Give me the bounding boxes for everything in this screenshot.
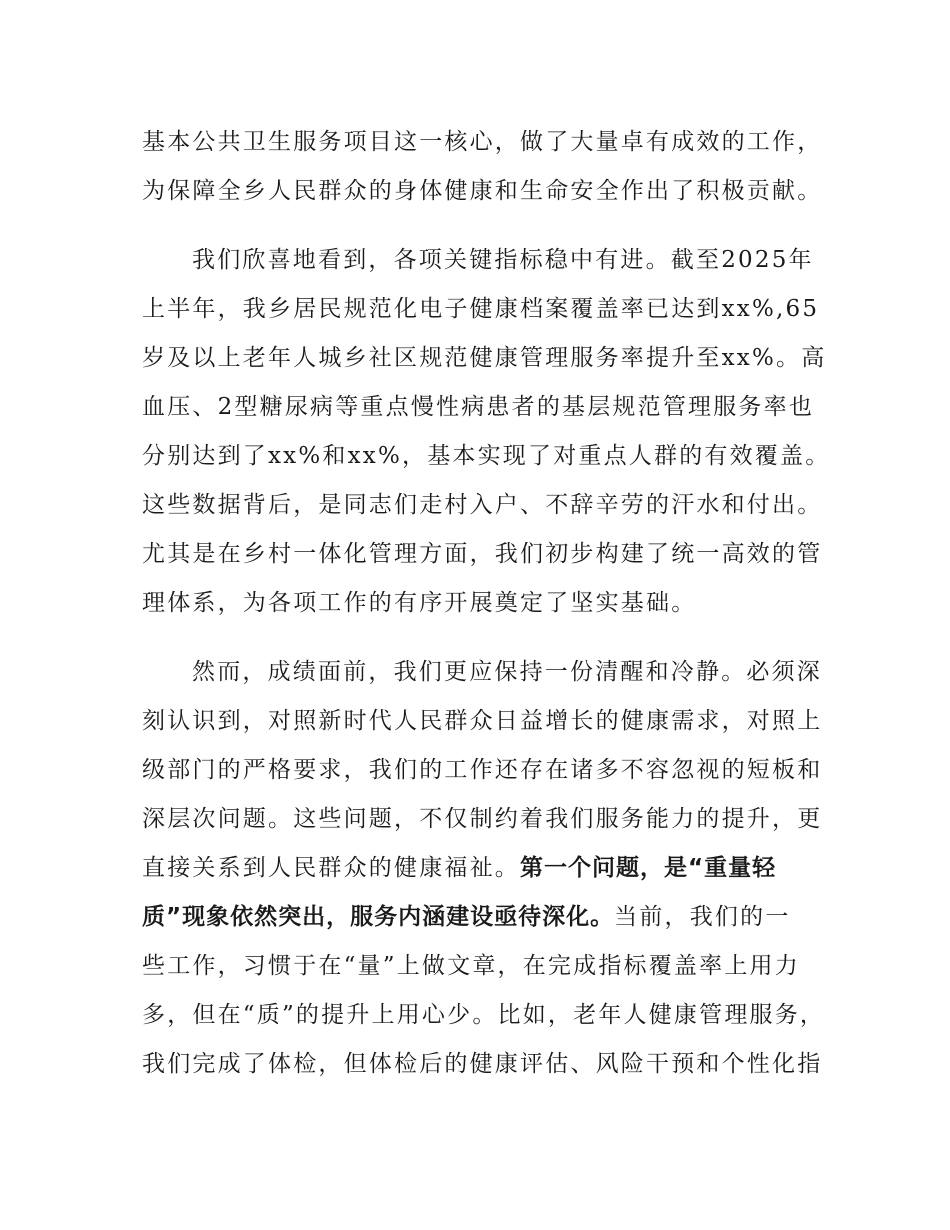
bold-heading: 第一个问题，是“重量轻 — [520, 855, 777, 881]
text-line-with-heading — [142, 902, 791, 932]
text-line: 为保障全乡人民群众的身体健康和生命安全作出了积极贡献。 — [142, 178, 823, 204]
text-segment: 当前，我们的一 — [614, 904, 791, 930]
text-line: 深层次问题。这些问题，不仅制约着我们服务能力的提升，更 — [142, 806, 823, 832]
text-line: 分别达到了xx%和xx%，基本实现了对重点人群的有效覆盖。 — [142, 443, 831, 469]
paragraph-start-line: 然而，成绩面前，我们更应保持一份清醒和冷静。必须深 — [192, 659, 822, 685]
text-line: 多，但在“质”的提升上用心少。比如，老年人健康管理服务， — [142, 1002, 826, 1028]
text-line: 岁及以上老年人城乡社区规范健康管理服务率提升至xx%。高 — [142, 345, 827, 371]
text-line-with-heading — [142, 853, 776, 883]
text-line: 尤其是在乡村一体化管理方面，我们初步构建了统一高效的管 — [142, 541, 823, 567]
bold-heading: 质”现象依然突出，服务内涵建设亟待深化。 — [142, 904, 615, 930]
text-line: 刻认识到，对照新时代人民群众日益增长的健康需求，对照上 — [142, 708, 823, 734]
text-line: 理体系，为各项工作的有序开展奠定了坚实基础。 — [142, 590, 697, 616]
text-line: 这些数据背后，是同志们走村入户、不辞辛劳的汗水和付出。 — [142, 492, 823, 518]
text-line: 基本公共卫生服务项目这一核心，做了大量卓有成效的工作， — [142, 129, 823, 155]
text-segment: 直接关系到人民群众的健康福祉。 — [142, 855, 520, 881]
text-line: 些工作，习惯于在“量”上做文章，在完成指标覆盖率上用力 — [142, 953, 800, 979]
text-line: 我们完成了体检，但体检后的健康评估、风险干预和个性化指 — [142, 1051, 823, 1077]
text-line: 血压、2型糖尿病等重点慢性病患者的基层规范管理服务率也 — [142, 394, 815, 420]
text-line: 级部门的严格要求，我们的工作还存在诸多不容忽视的短板和 — [142, 757, 823, 783]
paragraph-start-line: 我们欣喜地看到，各项关键指标稳中有进。截至2025年 — [192, 247, 814, 273]
text-line: 上半年，我乡居民规范化电子健康档案覆盖率已达到xx%,65 — [142, 296, 820, 322]
